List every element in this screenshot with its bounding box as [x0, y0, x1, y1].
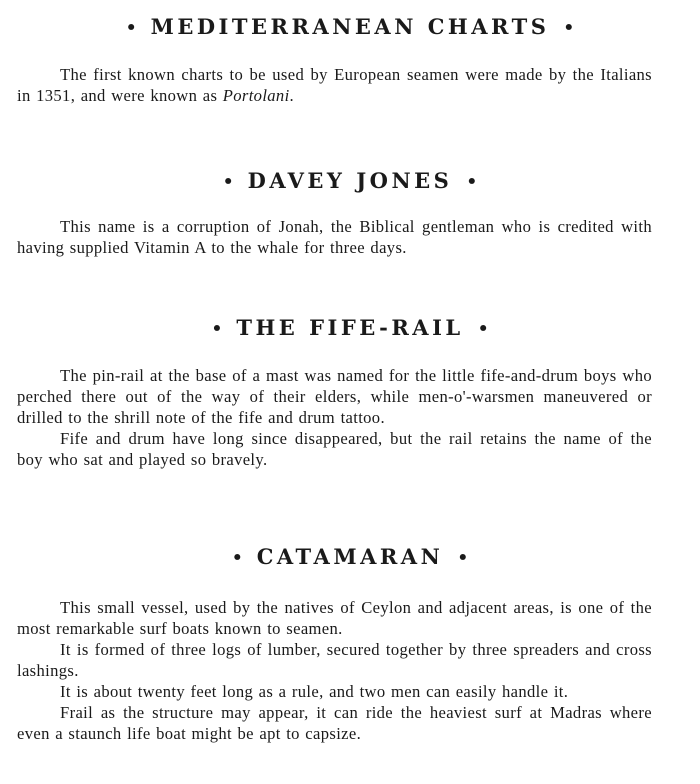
section-title: DAVEY JONES: [247, 168, 453, 193]
bullet-ornament: •: [477, 319, 489, 339]
paragraph: This name is a corruption of Jonah, the Biblical gentleman who is credited with having supplied Vitamin A to the whale for three days.: [17, 217, 652, 257]
bullet-ornament: •: [222, 172, 234, 192]
section-title: THE FIFE-RAIL: [236, 315, 464, 340]
paragraph-tail: .: [289, 86, 295, 105]
section-body-fife-rail: [17, 365, 652, 470]
bullet-ornament: •: [211, 319, 223, 339]
paragraph: This small vessel, used by the natives of Ceylon and adjacent areas, is one of the most remarkable surf boats known to seamen.: [17, 598, 652, 638]
paragraph-text: The first known charts to be used by European seamen were made by the Italians in 1351, and were known as: [17, 65, 652, 105]
paragraph: Fife and drum have long since disappeared, but the rail retains the name of the boy who sat and played so bravely.: [17, 429, 652, 469]
section-title: MEDITERRANEAN CHARTS: [150, 14, 550, 39]
paragraph: It is formed of three logs of lumber, secured together by three spreaders and cross lashings.: [17, 640, 652, 680]
section-heading-davey-jones: [0, 170, 700, 191]
section-heading-mediterranean-charts: [0, 16, 700, 37]
paragraph: Frail as the structure may appear, it can ride the heaviest surf at Madras where even a staunch life boat might be apt to capsize.: [17, 703, 652, 743]
paragraph: The pin-rail at the base of a mast was named for the little fife-and-drum boys who perched there out of the way of their elders, while men-o'-warsmen maneuvered or drilled to the shrill note of the fife and drum tattoo.: [17, 366, 652, 427]
section-heading-fife-rail: [0, 317, 700, 338]
section-body-mediterranean-charts: [17, 64, 652, 106]
paragraph: [17, 64, 652, 106]
section-heading-catamaran: [0, 546, 700, 567]
bullet-ornament: •: [466, 172, 478, 192]
italic-term: Portolani: [222, 86, 290, 105]
section-body-davey-jones: [17, 216, 652, 258]
bullet-ornament: •: [125, 18, 137, 38]
bullet-ornament: •: [457, 548, 469, 568]
section-title: CATAMARAN: [256, 544, 444, 569]
bullet-ornament: •: [563, 18, 575, 38]
paragraph: It is about twenty feet long as a rule, and two men can easily handle it.: [60, 682, 569, 701]
section-body-catamaran: [17, 597, 652, 744]
bullet-ornament: •: [231, 548, 243, 568]
